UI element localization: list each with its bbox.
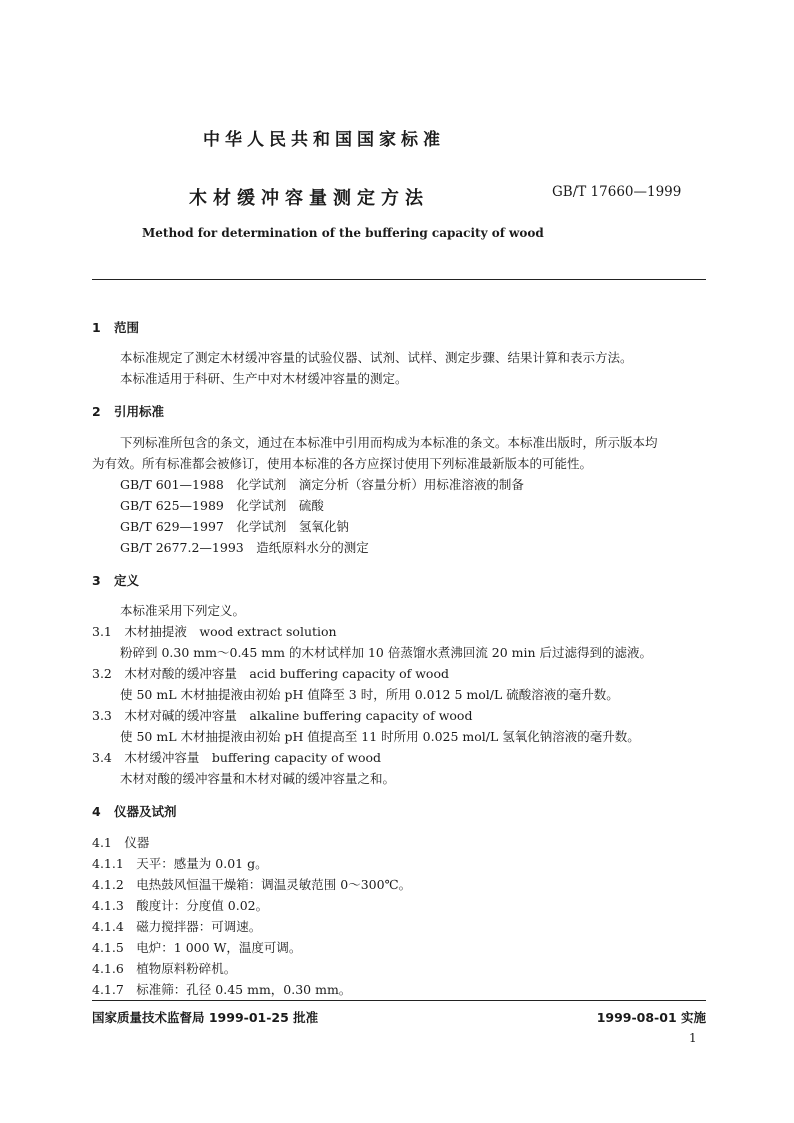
definition-term: 3.4 木材缓冲容量 buffering capacity of wood <box>92 750 382 765</box>
paragraph-line: 本标准采用下列定义。 <box>120 603 246 618</box>
paragraph-line: 下列标准所包含的条文，通过在本标准中引用而构成为本标准的条文。本标准出版时，所示版本均 <box>120 435 658 450</box>
section-title: 引用标准 <box>114 404 165 419</box>
standard-code: GB/T 17660—1999 <box>552 184 682 200</box>
list-item: 4.1.6 植物原料粉碎机。 <box>92 961 237 976</box>
definition-text: 使 50 mL 木材抽提液由初始 pH 值提高至 11 时所用 0.025 mol/L 氢氧化钠溶液的毫升数。 <box>120 729 640 744</box>
section-title: 仪器及试剂 <box>114 804 177 819</box>
definition-text: 使 50 mL 木材抽提液由初始 pH 值降至 3 时，所用 0.012 5 mol/L 硫酸溶液的毫升数。 <box>120 687 619 702</box>
paragraph-line: 本标准适用于科研、生产中对木材缓冲容量的测定。 <box>120 371 408 386</box>
subsection-heading: 4.1 仪器 <box>92 835 150 850</box>
section-3-heading <box>92 571 139 589</box>
paragraph-line: 为有效。所有标准都会被修订，使用本标准的各方应探讨使用下列标准最新版本的可能性。 <box>92 456 593 471</box>
section-number: 2 <box>92 404 101 419</box>
section-number: 1 <box>92 320 101 335</box>
implementation-date: 1999-08-01 实施 <box>596 1010 706 1025</box>
reference-line: GB/T 625—1989 化学试剂 硫酸 <box>120 498 324 513</box>
list-item: 4.1.3 酸度计：分度值 0.02。 <box>92 898 269 913</box>
list-item: 4.1.4 磁力搅拌器：可调速。 <box>92 919 262 934</box>
national-standard-heading: 中华人民共和国国家标准 <box>203 130 445 150</box>
section-title: 范围 <box>114 320 140 335</box>
header-divider <box>92 279 706 280</box>
definition-term: 3.1 木材抽提液 wood extract solution <box>92 624 337 639</box>
section-title: 定义 <box>114 573 140 588</box>
section-1-heading <box>92 318 139 336</box>
standard-title-cn: 木材缓冲容量测定方法 <box>189 188 429 209</box>
paragraph-line: 本标准规定了测定木材缓冲容量的试验仪器、试剂、试样、测定步骤、结果计算和表示方法。 <box>120 350 633 365</box>
list-item: 4.1.7 标准筛：孔径 0.45 mm，0.30 mm。 <box>92 982 352 997</box>
definition-term: 3.3 木材对碱的缓冲容量 alkaline buffering capacity of wood <box>92 708 473 723</box>
definition-text: 木材对酸的缓冲容量和木材对碱的缓冲容量之和。 <box>120 771 396 786</box>
definition-text: 粉碎到 0.30 mm～0.45 mm 的木材试样加 10 倍蒸馏水煮沸回流 20 min 后过滤得到的滤液。 <box>120 645 653 660</box>
approval-line: 国家质量技术监督局 1999-01-25 批准 <box>92 1010 319 1025</box>
list-item: 4.1.1 天平：感量为 0.01 g。 <box>92 856 268 871</box>
definition-term: 3.2 木材对酸的缓冲容量 acid buffering capacity of wood <box>92 666 449 681</box>
reference-line: GB/T 2677.2—1993 造纸原料水分的测定 <box>120 540 369 555</box>
section-4-heading <box>92 802 177 820</box>
standard-title-en: Method for determination of the buffering capacity of wood <box>142 226 544 240</box>
footer-divider <box>92 1000 706 1001</box>
section-number: 4 <box>92 804 101 819</box>
list-item: 4.1.5 电炉：1 000 W，温度可调。 <box>92 940 302 955</box>
section-2-heading <box>92 402 164 420</box>
reference-line: GB/T 629—1997 化学试剂 氢氧化钠 <box>120 519 349 534</box>
list-item: 4.1.2 电热鼓风恒温干燥箱：调温灵敏范围 0～300℃。 <box>92 877 412 892</box>
page-number: 1 <box>689 1031 697 1045</box>
reference-line: GB/T 601—1988 化学试剂 滴定分析（容量分析）用标准溶液的制备 <box>120 477 524 492</box>
section-number: 3 <box>92 573 101 588</box>
